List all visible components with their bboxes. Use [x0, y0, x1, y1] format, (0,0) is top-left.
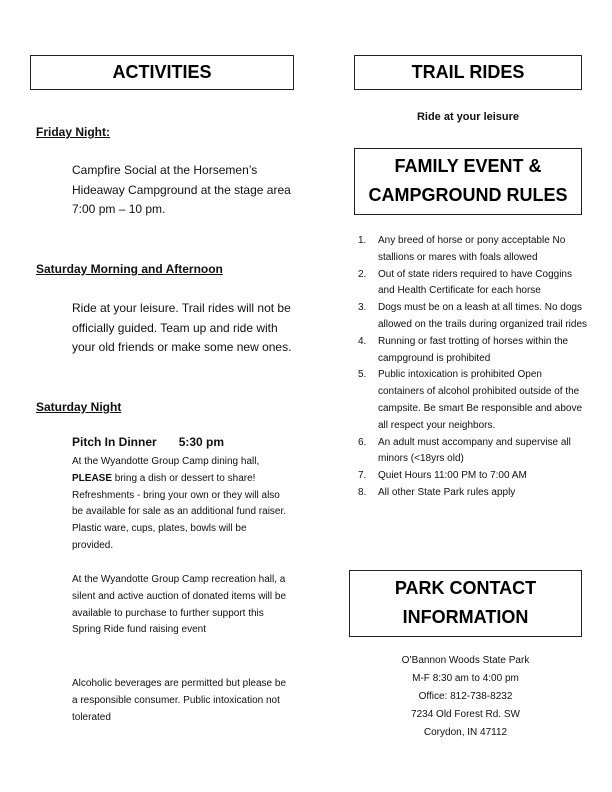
- park-name: O’Bannon Woods State Park: [401, 655, 530, 666]
- rule-item: [356, 300, 588, 334]
- activities-title: ACTIVITIES: [112, 62, 212, 82]
- rule-text: Public intoxication is prohibited Open containers of alcohol prohibited outside of the campsite. Be smart Be responsible and above all respect your neighbors.: [378, 369, 582, 431]
- pitch-in-dinner-text: [72, 454, 287, 555]
- rule-item: [356, 233, 588, 267]
- friday-night-text: Campfire Social at the Horsemen’s Hideaway Campground at the stage area 7:00 pm – 10 pm.: [72, 163, 291, 216]
- saturday-day-text: Ride at your leisure. Trail rides will not be officially guided. Team up and ride with your old friends or make some new ones.: [72, 301, 292, 354]
- rule-item: [356, 485, 588, 502]
- rules-header-box: [354, 148, 582, 215]
- rule-number: 3.: [358, 302, 367, 314]
- rule-number: 7.: [358, 470, 367, 482]
- auction-text: At the Wyandotte Group Camp recreation hall, a silent and active auction of donated items will be available to purchase to further support this Spring Ride fund raising event: [72, 574, 287, 636]
- trail-rides-subtext: Ride at your leisure: [416, 111, 520, 123]
- rule-text: Quiet Hours 11:00 PM to 7:00 AM: [378, 470, 527, 482]
- saturday-day-heading: Saturday Morning and Afternoon: [36, 262, 223, 276]
- pitch-text-part1: At the Wyandotte Group Camp dining hall,: [72, 456, 260, 467]
- pitch-text-part2: bring a dish or dessert to share! Refreshments - bring your own or they will also be available for sale as an additional fund raiser. Plastic ware, cups, plates, bowls will be provided.: [72, 472, 287, 551]
- friday-night-heading: Friday Night:: [36, 125, 110, 139]
- rules-list: [356, 233, 588, 502]
- pitch-in-dinner-title: [72, 435, 224, 449]
- rule-text: Out of state riders required to have Coggins and Health Certificate for each horse: [378, 268, 572, 297]
- rule-number: 4.: [358, 335, 367, 347]
- rule-item: [356, 367, 588, 434]
- rules-title-line2: CAMPGROUND RULES: [368, 185, 568, 205]
- rule-number: 2.: [358, 268, 367, 280]
- rule-text: An adult must accompany and supervise all minors (<18yrs old): [378, 436, 571, 465]
- pitch-text-please: PLEASE: [72, 472, 113, 484]
- rule-number: 8.: [358, 486, 367, 498]
- rule-item: [356, 334, 588, 368]
- rule-item: [356, 468, 588, 485]
- contact-title-line1: PARK CONTACT: [394, 578, 537, 598]
- rule-number: 1.: [358, 235, 367, 246]
- contact-info: [349, 652, 582, 742]
- office-hours: M-F 8:30 am to 4:00 pm: [412, 673, 519, 684]
- street-address: 7234 Old Forest Rd. SW: [411, 709, 520, 720]
- activities-header-box: [30, 55, 294, 90]
- rule-text: Any breed of horse or pony acceptable No stallions or mares with foals allowed: [378, 235, 566, 263]
- rule-item: [356, 267, 588, 301]
- contact-header-box: [349, 570, 582, 637]
- rule-text: Running or fast trotting of horses within the campground is prohibited: [378, 335, 569, 364]
- rule-item: [356, 435, 588, 469]
- contact-title-line2: INFORMATION: [402, 607, 529, 627]
- rule-text: All other State Park rules apply: [378, 486, 516, 498]
- city-state-zip: Corydon, IN 47112: [423, 727, 508, 738]
- rule-number: 6.: [358, 436, 367, 448]
- saturday-night-heading: Saturday Night: [36, 400, 122, 414]
- alcohol-policy-text: Alcoholic beverages are permitted but please be a responsible consumer. Public intoxication not tolerated: [72, 678, 287, 723]
- trail-rides-header-box: [354, 55, 582, 90]
- rules-title-line1: FAMILY EVENT &: [394, 156, 542, 176]
- pitch-in-dinner-label: Pitch In Dinner: [72, 435, 157, 449]
- office-phone: Office: 812-738-8232: [418, 691, 513, 702]
- trail-rides-title: TRAIL RIDES: [411, 62, 525, 82]
- rule-text: Dogs must be on a leash at all times. No dogs allowed on the trails during organized trail rides: [378, 302, 588, 330]
- rule-number: 5.: [358, 369, 367, 381]
- pitch-in-dinner-time: 5:30 pm: [178, 435, 225, 449]
